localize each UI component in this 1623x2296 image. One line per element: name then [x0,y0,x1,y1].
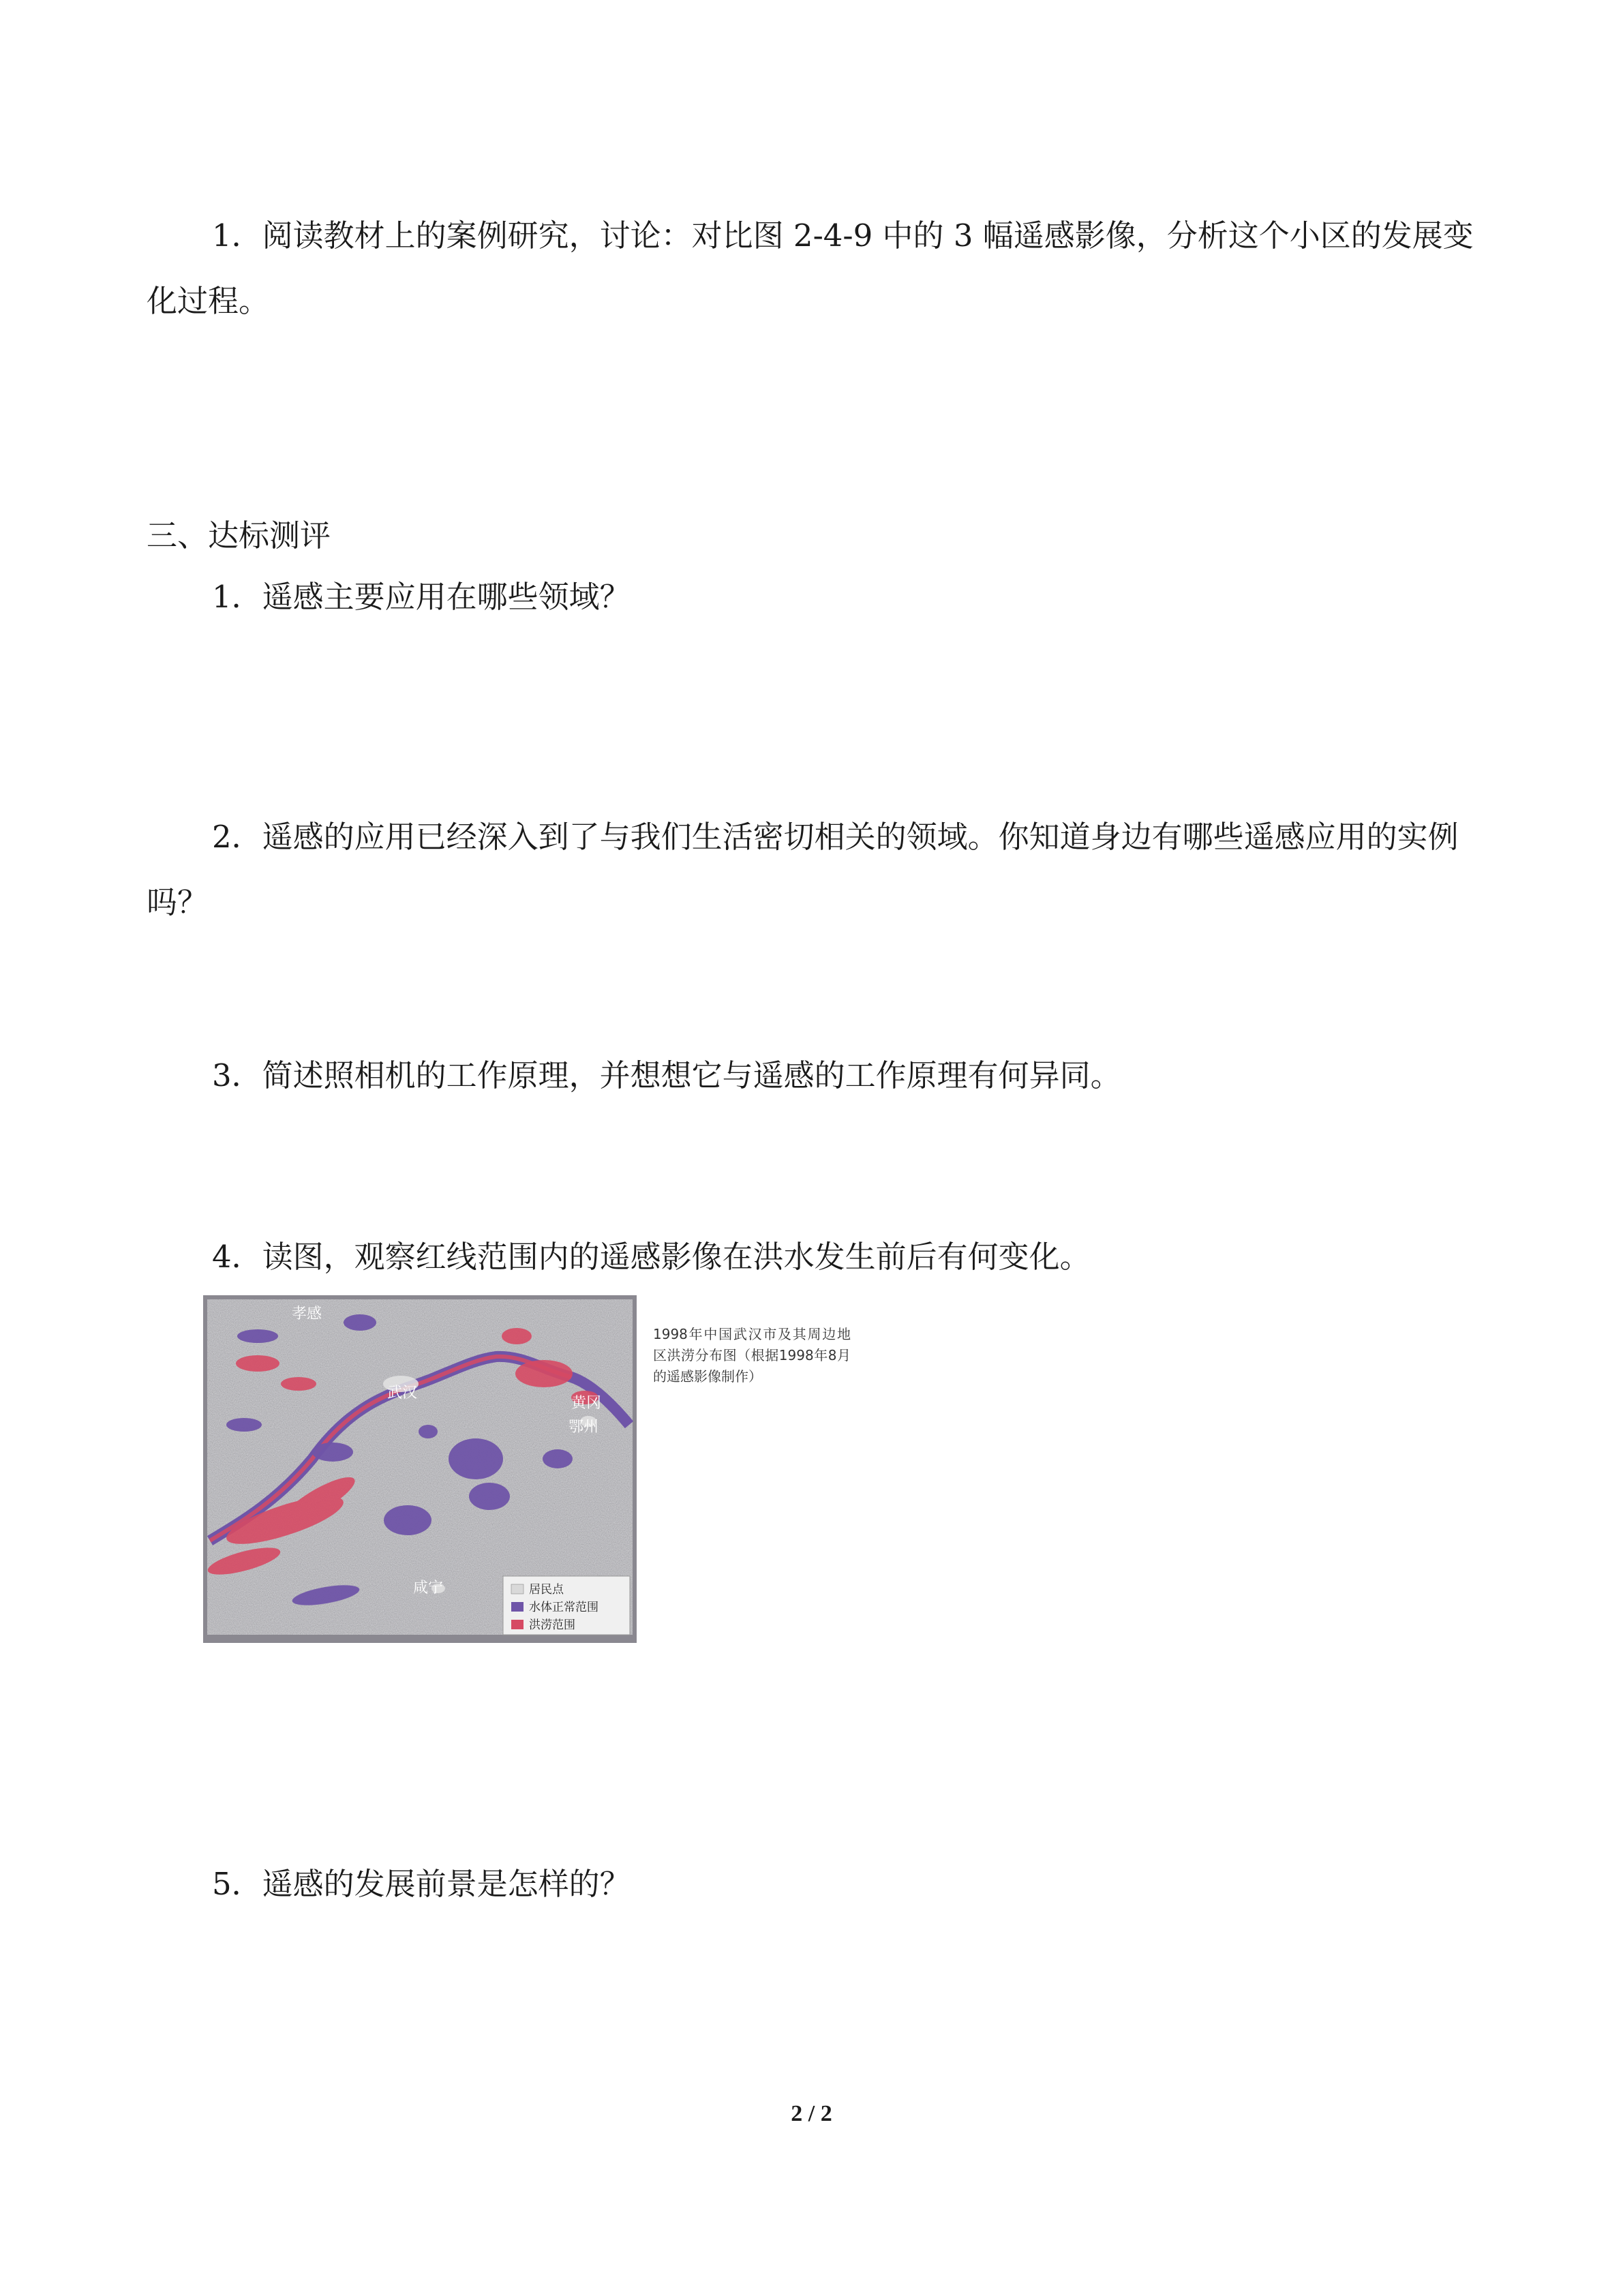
map-label-ezhou: 鄂州 [568,1419,599,1436]
legend-swatch-settlement [511,1584,524,1594]
legend-label-settlement: 居民点 [529,1583,564,1597]
page-number: 2 / 2 [791,2101,832,2126]
flood-map-figure [203,1295,885,1650]
section-heading: 三、达标测评 [147,517,331,554]
assessment-question-4: 4．读图，观察红线范围内的遥感影像在洪水发生前后有何变化。 [212,1239,1091,1275]
flood-remote-sensing-map [203,1295,637,1643]
assessment-question-1: 1．遥感主要应用在哪些领域？ [212,579,631,615]
activity-question-1: 1．阅读教材上的案例研究，讨论：对比图 2-4-9 中的 3 幅遥感影像，分析这个小区的发展变化过程。 [147,217,1474,319]
assessment-question-5: 5．遥感的发展前景是怎样的？ [212,1866,631,1902]
legend-swatch-flood [511,1620,524,1629]
map-label-huanggang: 黄冈 [571,1395,602,1412]
legend-swatch-normal-water [511,1602,524,1612]
figure-caption: 1998年中国武汉市及其周边地区洪涝分布图（根据1998年8月的遥感影像制作） [653,1326,851,1385]
legend-label-flood: 洪涝范围 [529,1618,575,1632]
map-label-xiaogan: 孝感 [292,1305,322,1323]
legend-label-normal-water: 水体正常范围 [529,1601,598,1614]
assessment-question-3: 3．简述照相机的工作原理，并想想它与遥感的工作原理有何异同。 [212,1057,1121,1093]
map-label-xianning: 咸宁 [413,1580,444,1597]
map-legend [503,1576,630,1635]
assessment-question-2: 2．遥感的应用已经深入到了与我们生活密切相关的领域。你知道身边有哪些遥感应用的实例吗？ [147,819,1459,920]
map-label-wuhan: 武汉 [387,1385,418,1402]
